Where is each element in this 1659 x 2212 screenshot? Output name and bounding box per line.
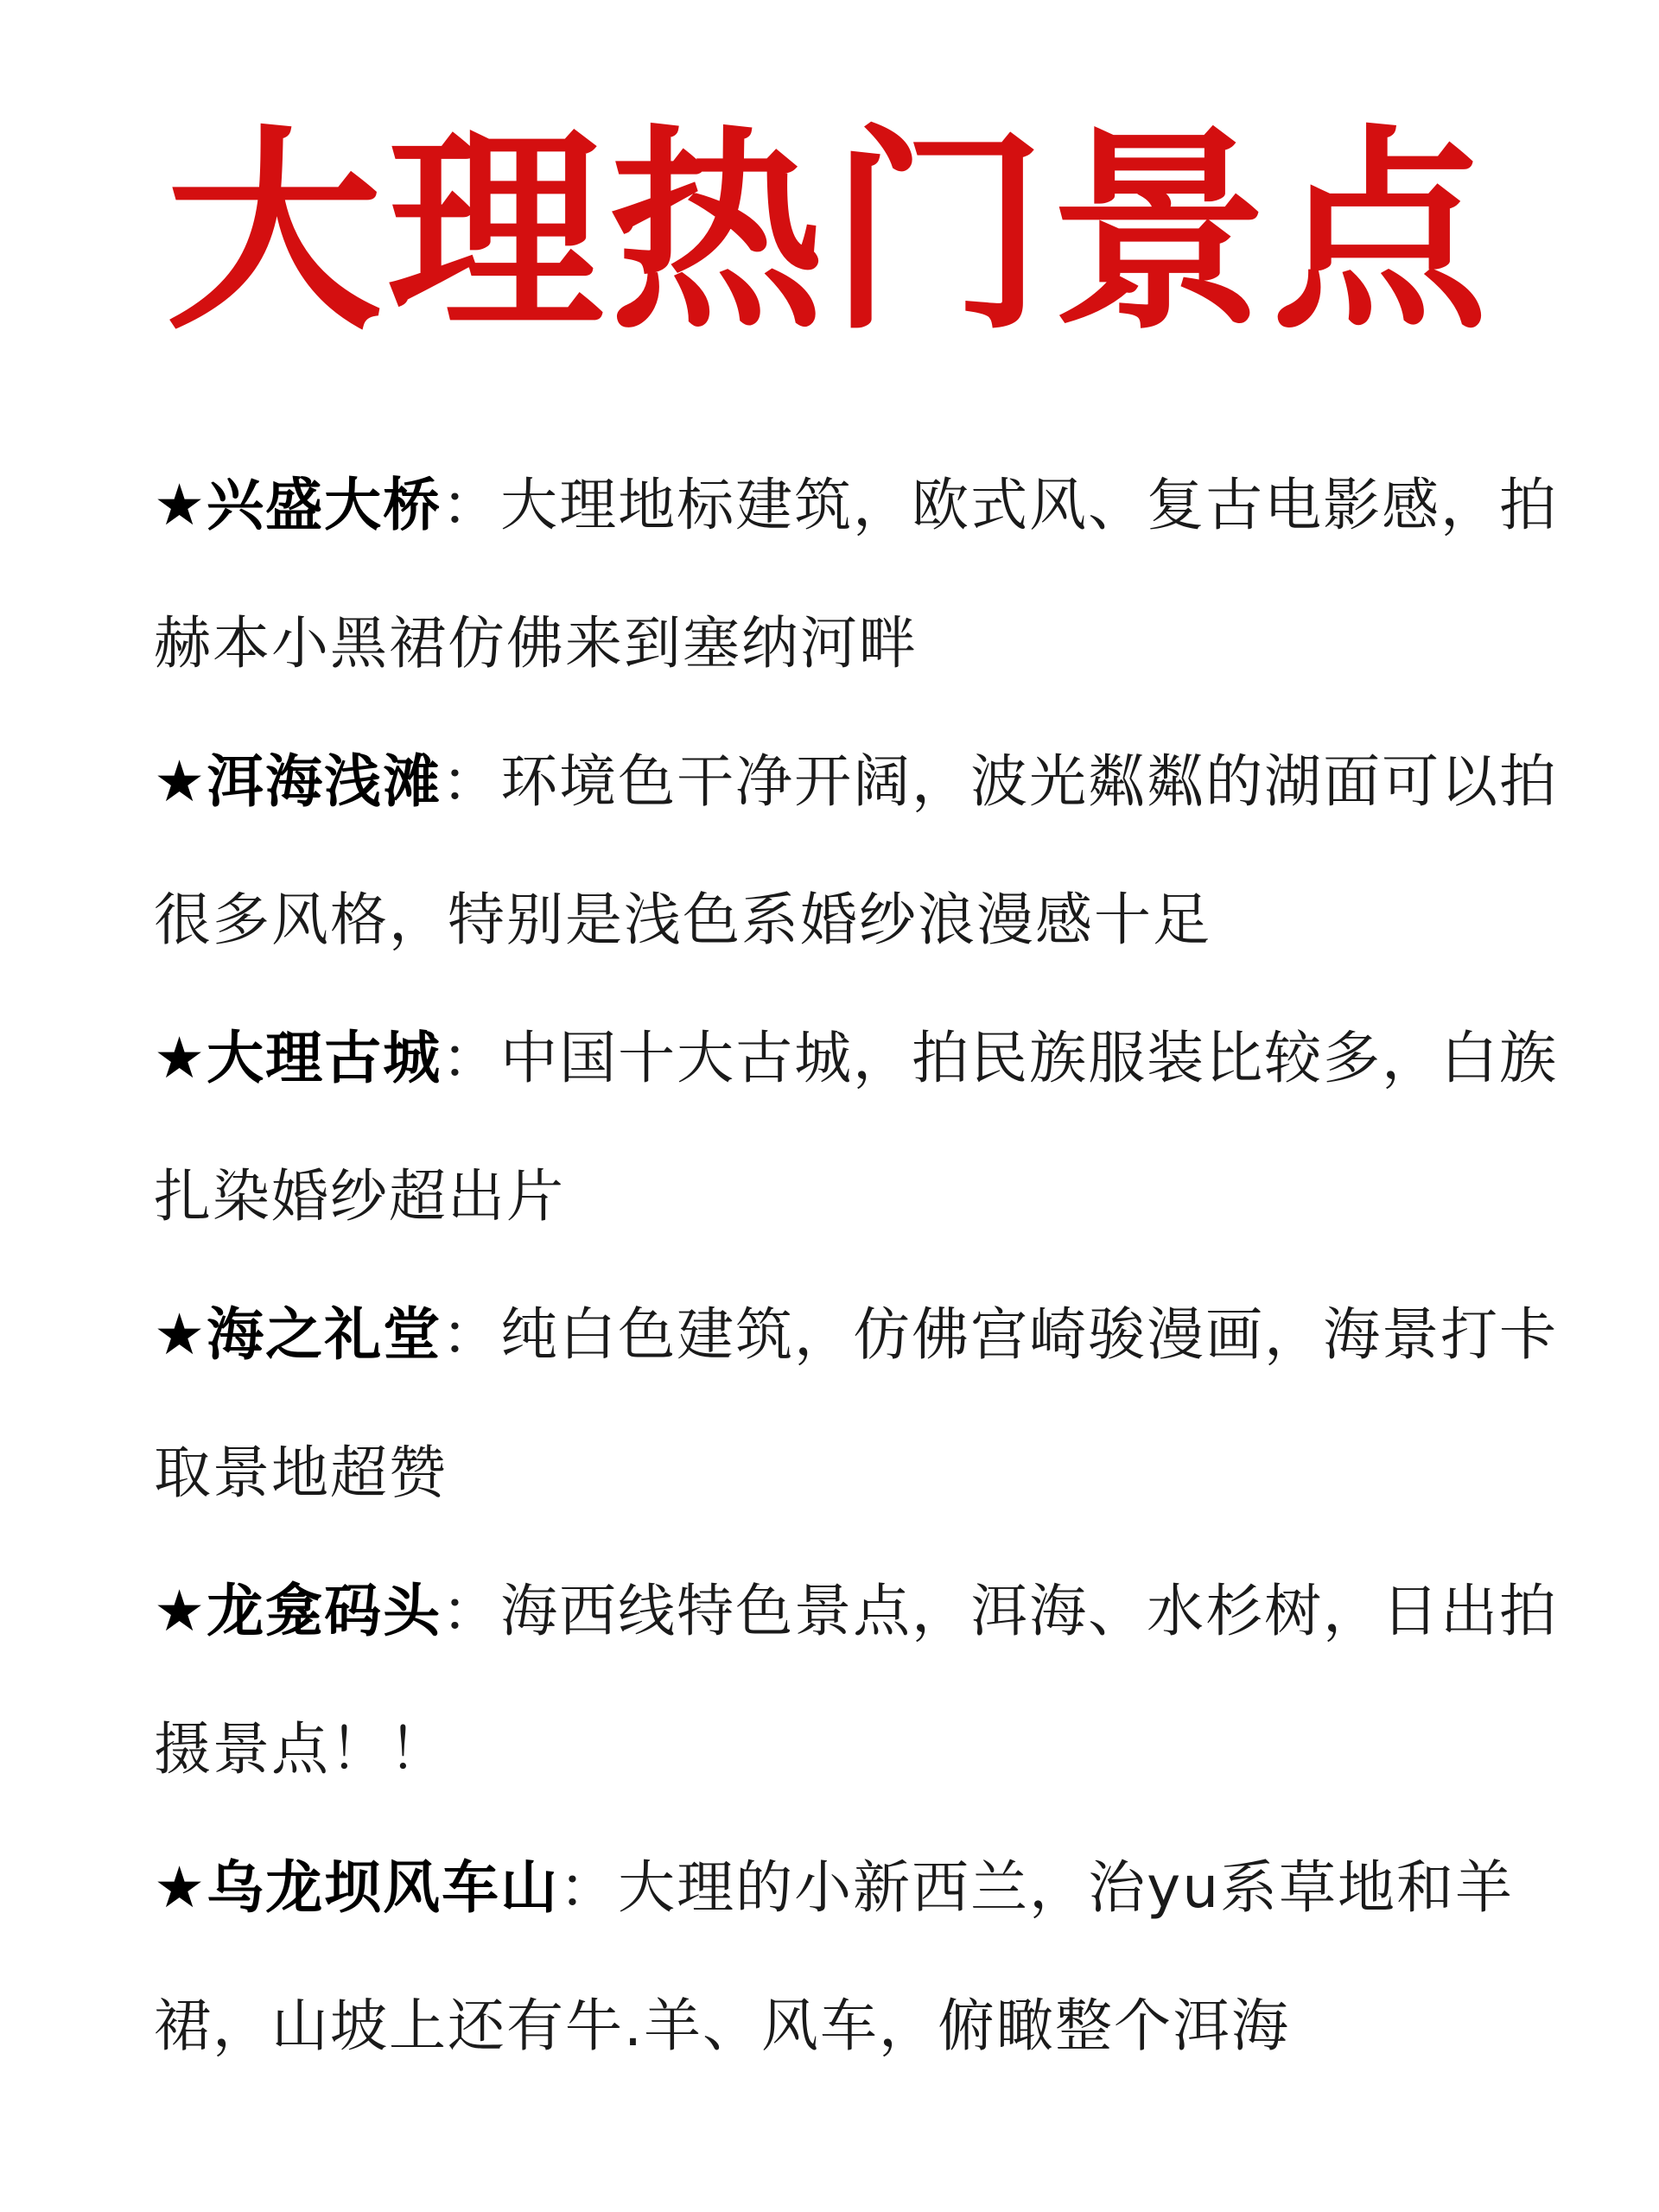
attraction-name: 乌龙坝风车山 bbox=[207, 1854, 560, 1921]
attraction-name: 大理古城 bbox=[207, 1025, 442, 1091]
colon: ： bbox=[442, 1025, 501, 1091]
attraction-entry-windmill-hill bbox=[154, 1819, 1536, 2095]
attraction-line-1 bbox=[154, 989, 1559, 1128]
star-icon: ★ bbox=[154, 748, 207, 815]
attraction-line-1 bbox=[154, 1542, 1559, 1681]
attraction-line-1 bbox=[154, 1266, 1559, 1404]
attraction-line-2: 赫本小黑裙仿佛来到塞纳河畔 bbox=[154, 610, 918, 677]
attraction-entry-longkan-pier bbox=[154, 1542, 1559, 1819]
attraction-description: 大理的小新西兰，治yu系草地和羊 bbox=[618, 1854, 1515, 1921]
attraction-entry-erhai-shoal bbox=[154, 713, 1559, 989]
attraction-description: 大理地标建筑，欧式风、复古电影感，拍 bbox=[500, 472, 1559, 538]
star-icon: ★ bbox=[154, 1301, 207, 1368]
attraction-entry-sea-chapel bbox=[154, 1266, 1559, 1542]
attraction-description: 环境色干净开阔，波光粼粼的湖面可以拍 bbox=[500, 748, 1559, 815]
attraction-name: 兴盛大桥 bbox=[207, 472, 442, 538]
colon: ： bbox=[442, 1578, 501, 1644]
attraction-name: 海之礼堂 bbox=[207, 1301, 442, 1368]
colon: ： bbox=[442, 1301, 501, 1368]
attraction-name: 洱海浅滩 bbox=[207, 748, 442, 815]
attraction-line-2: 摄景点！！ bbox=[154, 1716, 448, 1783]
attraction-entry-dali-old-town bbox=[154, 989, 1559, 1266]
star-icon: ★ bbox=[154, 1578, 207, 1644]
attraction-description: 中国十大古城，拍民族服装比较多，白族 bbox=[500, 1025, 1559, 1091]
colon: ： bbox=[559, 1854, 619, 1921]
attraction-description: 海西线特色景点，洱海、水杉树，日出拍 bbox=[500, 1578, 1559, 1644]
page-title: 大理热门景点 bbox=[166, 107, 1493, 359]
star-icon: ★ bbox=[154, 472, 207, 538]
star-icon: ★ bbox=[154, 1025, 207, 1091]
attraction-line-2: 很多风格，特别是浅色系婚纱浪漫感十足 bbox=[154, 887, 1211, 953]
attraction-line-2: 裙，山坡上还有牛.羊、风车，俯瞰整个洱海 bbox=[154, 1993, 1290, 2059]
colon: ： bbox=[442, 748, 501, 815]
attraction-line-2: 取景地超赞 bbox=[154, 1440, 448, 1506]
attraction-name: 龙龛码头 bbox=[207, 1578, 442, 1644]
attraction-entry-xingsheng-bridge bbox=[154, 436, 1559, 713]
attraction-line-1 bbox=[154, 713, 1559, 851]
attraction-list bbox=[154, 436, 1559, 2095]
attraction-description: 纯白色建筑，仿佛宫崎骏漫画，海景打卡 bbox=[500, 1301, 1559, 1368]
attraction-line-1 bbox=[154, 436, 1559, 575]
star-icon: ★ bbox=[154, 1854, 207, 1921]
colon: ： bbox=[442, 472, 501, 538]
attraction-line-2: 扎染婚纱超出片 bbox=[154, 1163, 565, 1230]
attraction-line-1 bbox=[154, 1819, 1536, 1957]
